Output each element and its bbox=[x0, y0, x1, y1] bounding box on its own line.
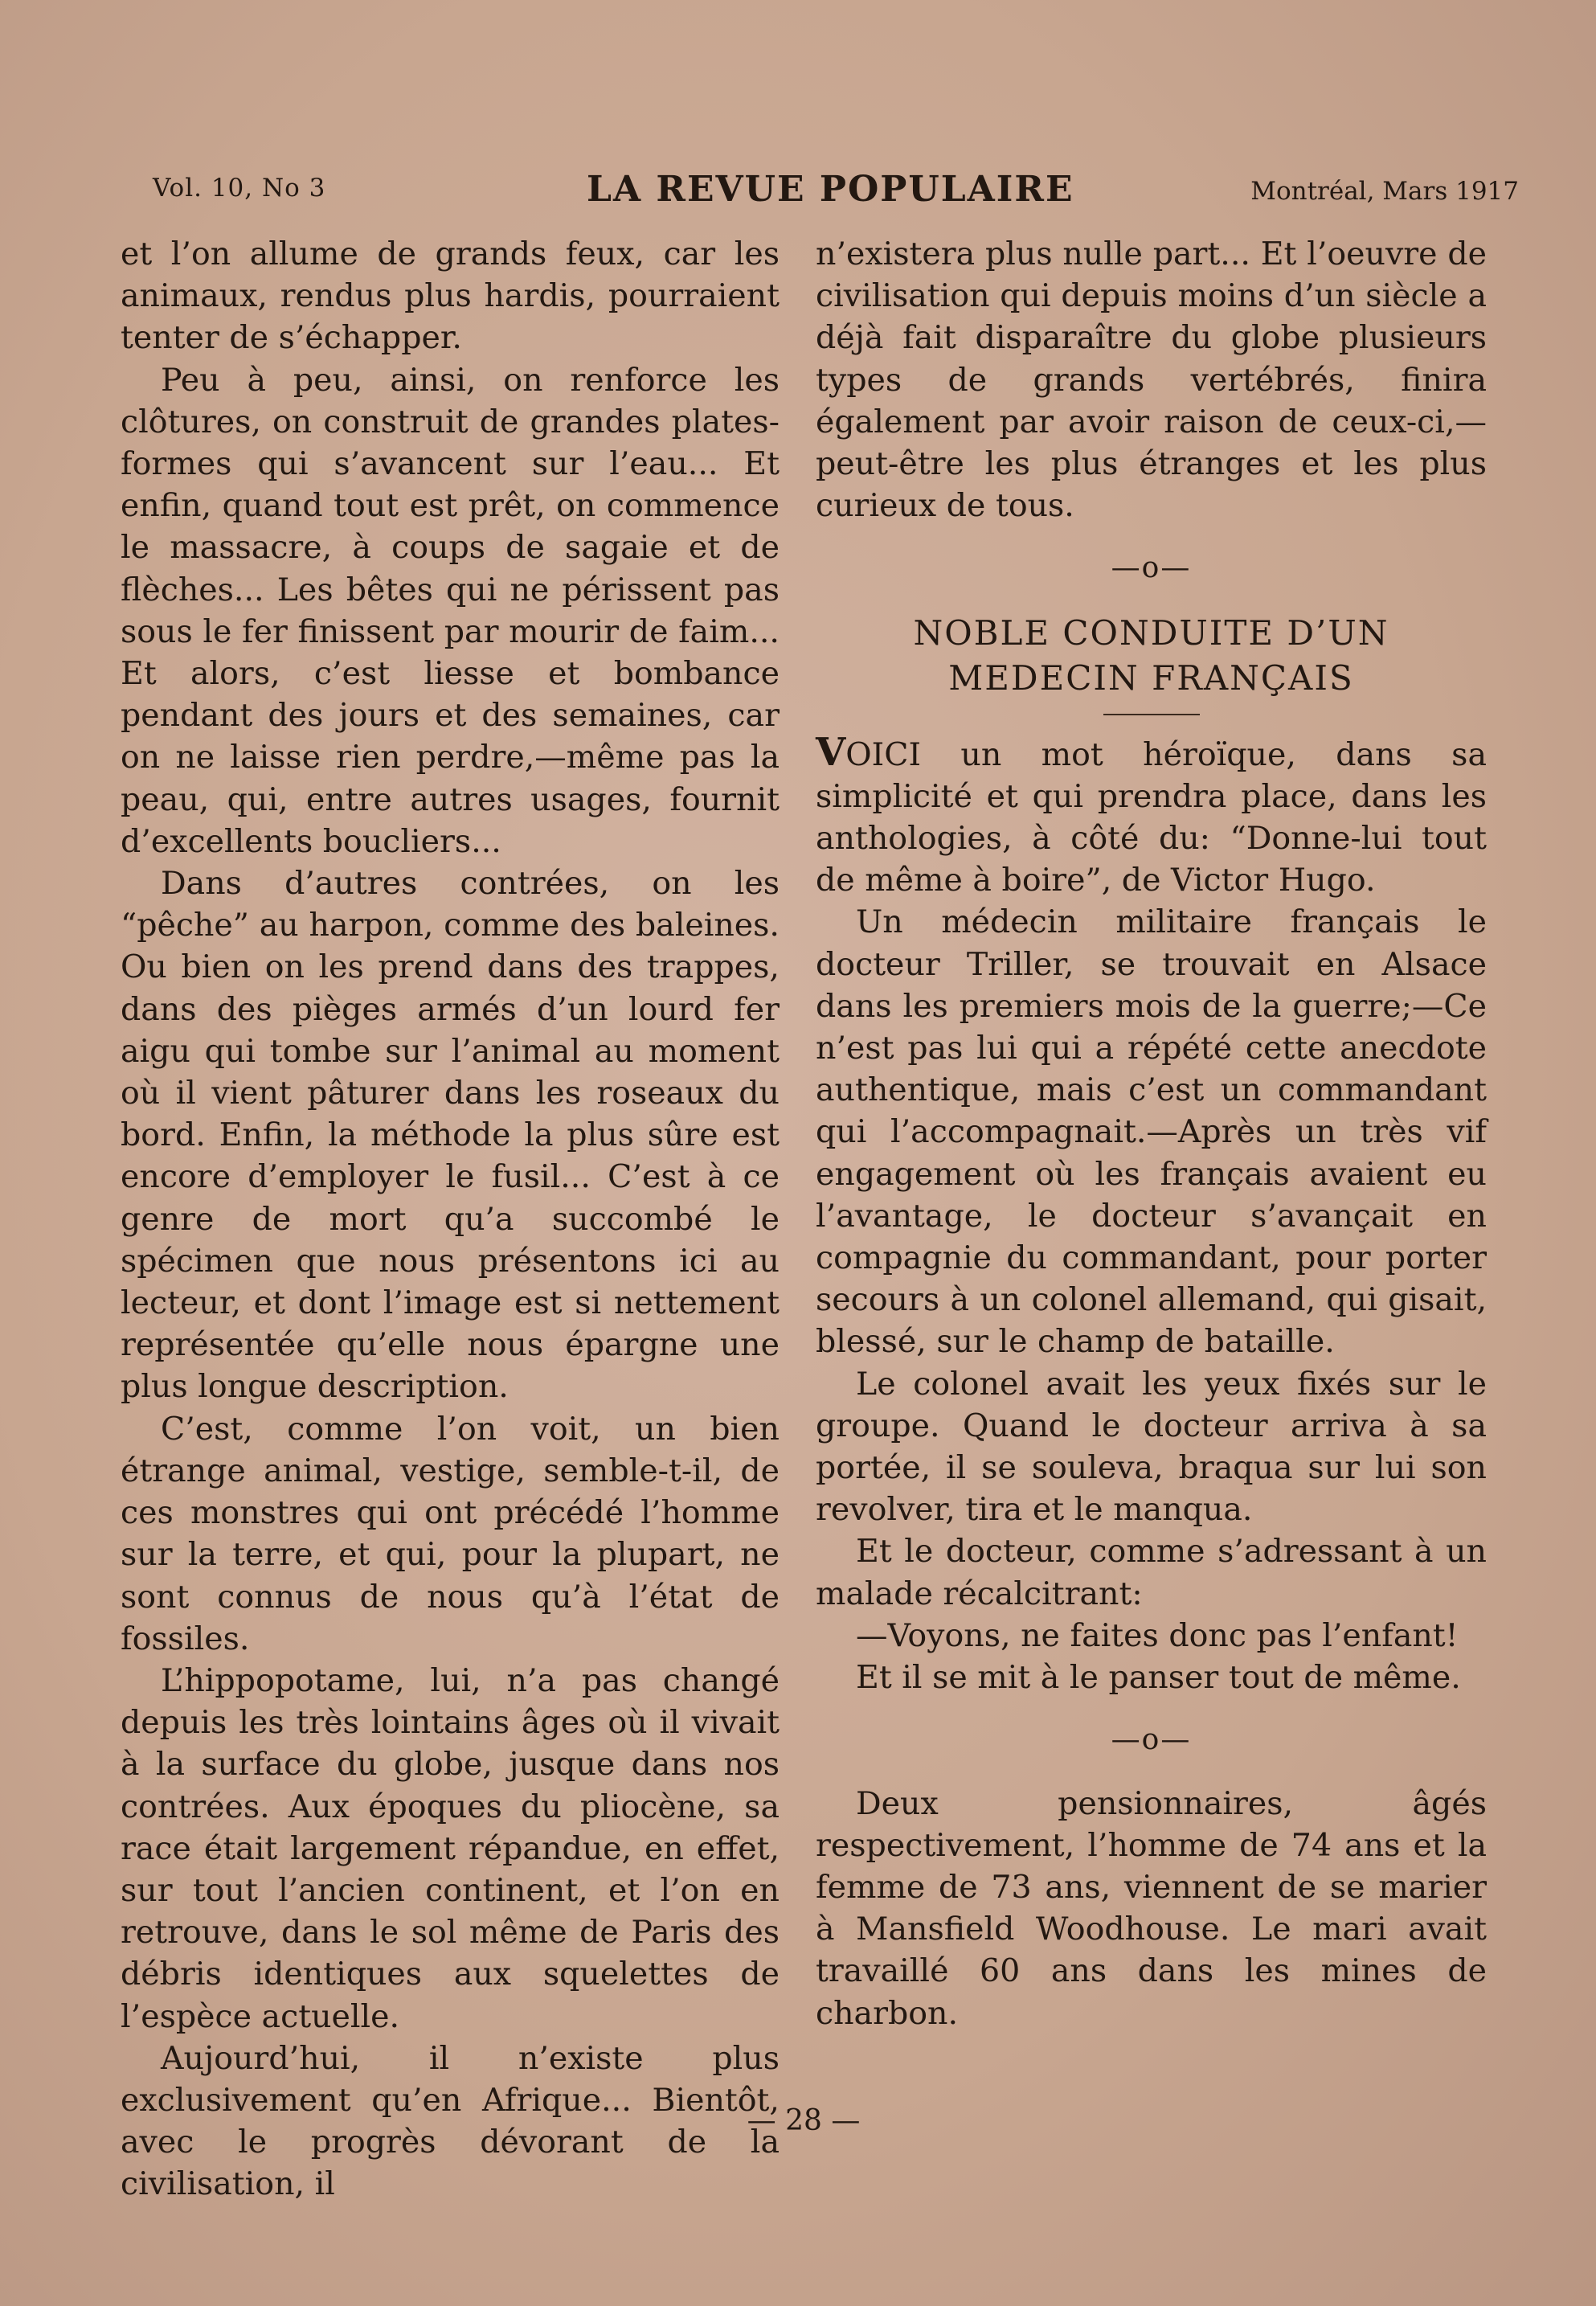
paragraph: Et le docteur, comme s’adressant à un malade récalcitrant: bbox=[816, 1533, 1487, 1612]
paragraph: Deux pensionnaires, âgés respectivement, l’homme de 74 ans et la femme de 73 ans, viennent de se marier à Mansfield Woodhouse. Le mari avait travaillé 60 ans dans les mines de charbon. bbox=[816, 1784, 1487, 2032]
left-column bbox=[121, 233, 780, 2206]
page-number: — 28 — bbox=[747, 2104, 861, 2137]
issue-date: Montréal, Mars 1917 bbox=[1250, 177, 1519, 206]
paragraph: Peu à peu, ainsi, on renforce les clôtures, on construit de grandes plates-formes qui s’avancent sur l’eau... Et enfin, quand tout est prêt, on commence le massacre, à coups de sagaie et de flèches... Les bêtes qui ne périssent pas sous le fer finissent par mourir de faim... Et alors, c’est liesse et bombance pendant des jours et des semaines, car on ne laisse rien perdre,—même pas la peau, qui, entre autres usages, fournit d’excellents boucliers... bbox=[121, 361, 780, 860]
paragraph: Un médecin militaire français le docteur Triller, se trouvait en Alsace dans les premiers mois de la guerre;—Ce n’est pas lui qui a répété cette anecdote authentique, mais c’est un commandant qui l’accompagnait.—Après un très vif engagement où les français avaient eu l’avantage, le docteur s’avançait en compagnie du commandant, pour porter secours à un colonel allemand, qui gisait, blessé, sur le champ de bataille. bbox=[816, 903, 1487, 1361]
paragraph: Le colonel avait les yeux fixés sur le groupe. Quand le docteur arriva à sa portée, il se souleva, braqua sur lui son revolver, tira et le manqua. bbox=[816, 1365, 1487, 1529]
section-separator: —o— bbox=[1111, 551, 1192, 585]
lead-text: OICI un mot héroïque, dans sa simplicité et qui prendra place, dans les anthologies, à côté du: “Donne-lui tout de même à boire”, de Victor Hugo. bbox=[816, 735, 1487, 899]
page-header bbox=[153, 169, 1519, 225]
paragraph: n’existera plus nulle part... Et l’oeuvre de civilisation qui depuis moins d’un siècle a déjà fait disparaître du globe plusieurs types de grands vertébrés, finira également par avoir raison de ceux-ci,—peut-être les plus étranges et les plus curieux de tous. bbox=[816, 236, 1487, 525]
paragraph: Et il se mit à le panser tout de même. bbox=[856, 1659, 1461, 1697]
drop-cap: V bbox=[816, 729, 846, 775]
publication-title: LA REVUE POPULAIRE bbox=[587, 169, 1074, 210]
paragraph: C’est, comme l’on voit, un bien étrange animal, vestige, semble-t-il, de ces monstres qui ont précédé l’homme sur la terre, et qui, pour la plupart, ne sont connus de nous qu’à l’état de fossiles. bbox=[121, 1410, 780, 1657]
paragraph: —Voyons, ne faites donc pas l’enfant! bbox=[856, 1616, 1459, 1654]
paragraph: Aujourd’hui, il n’existe plus exclusivement qu’en Afrique... Bientôt, avec le progrès dévorant de la civilisation, il bbox=[121, 2039, 780, 2203]
section-separator: —o— bbox=[1111, 1723, 1192, 1757]
paragraph: Dans d’autres contrées, on les “pêche” au harpon, comme des baleines. Ou bien on les prend dans des trappes, dans des pièges armés d’un lourd fer aigu qui tombe sur l’animal au moment où il vient pâturer dans les roseaux du bord. Enfin, la méthode la plus sûre est encore d’employer le fusil... C’est à ce genre de mort qu’a succombé le spécimen que nous présentons ici au lecteur, et dont l’image est si nettement représentée qu’elle nous épargne une plus longue description. bbox=[121, 865, 780, 1406]
paragraph: et l’on allume de grands feux, car les animaux, rendus plus hardis, pourraient tenter de s’échapper. bbox=[121, 236, 780, 357]
article-headline: NOBLE CONDUITE D’UN MEDECIN FRANÇAIS bbox=[913, 612, 1389, 698]
volume-number: Vol. 10, No 3 bbox=[153, 174, 326, 203]
paragraph: L’hippopotame, lui, n’a pas changé depuis les très lointains âges où il vivait à la surface du globe, jusque dans nos contrées. Aux époques du pliocène, sa race était largement répandue, en effet, sur tout l’ancien continent, et l’on en retrouve, dans le sol même de Paris des débris identiques aux squelettes de l’espèce actuelle. bbox=[121, 1661, 780, 2035]
headline-rule bbox=[1103, 714, 1200, 715]
article-lead bbox=[816, 731, 1487, 902]
right-column bbox=[816, 233, 1487, 2034]
